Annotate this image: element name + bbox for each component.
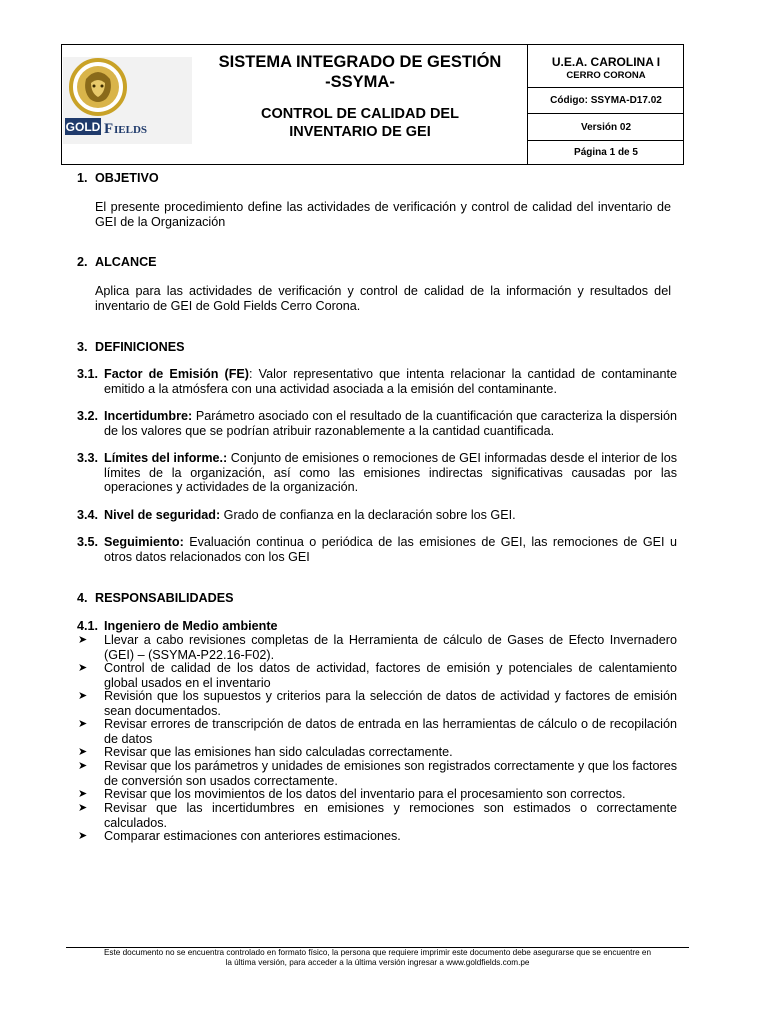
definition-number: 3.4. bbox=[77, 508, 99, 522]
list-item: Comparar estimaciones con anteriores estimaciones. bbox=[104, 829, 401, 843]
definition-factor-emision bbox=[104, 367, 677, 396]
document-header bbox=[61, 44, 684, 165]
document-code: Código: SSYMA-D17.02 bbox=[528, 88, 684, 114]
section-body-alcance: Aplica para las actividades de verificación y control de calidad de la información y resultados del inventario de GEI de Gold Fields Cerro Corona. bbox=[95, 284, 671, 313]
definition-number: 3.1. bbox=[77, 367, 99, 381]
gold-fields-logo bbox=[63, 57, 192, 144]
document-title bbox=[193, 105, 527, 141]
definition-text: Parámetro asociado con el resultado de la cuantificación que caracteriza la dispersión de los valores que se podrían atribuir razonablemente a la cantidad cuantificada. bbox=[104, 409, 677, 438]
arrow-bullet-icon: ➤ bbox=[78, 802, 88, 814]
definition-term: Límites del informe.: bbox=[104, 451, 228, 465]
list-item: Revisar que las incertidumbres en emisiones y remociones son estimados o correctamente calculados. bbox=[104, 801, 677, 830]
system-title-line1: SISTEMA INTEGRADO DE GESTIÓN bbox=[218, 53, 502, 71]
document-title-line1: CONTROL DE CALIDAD DEL bbox=[261, 106, 459, 122]
definition-limites bbox=[104, 451, 677, 495]
arrow-bullet-icon: ➤ bbox=[78, 760, 88, 772]
section-number: 3. bbox=[77, 340, 88, 354]
definition-text: Evaluación continua o periódica de las emisiones de GEI, las remociones de GEI u otros datos relacionados con los GEI bbox=[104, 535, 677, 564]
unit-cell bbox=[528, 45, 684, 88]
arrow-bullet-icon: ➤ bbox=[78, 746, 88, 758]
page-number: Página 1 de 5 bbox=[574, 147, 638, 158]
footer-note-line2: la última versión, para acceder a la última versión ingresar a www.goldfields.com.pe bbox=[225, 958, 530, 967]
unit-name: U.E.A. CAROLINA I bbox=[551, 55, 661, 69]
section-number: 1. bbox=[77, 171, 88, 185]
definition-term: Incertidumbre: bbox=[104, 409, 193, 423]
arrow-bullet-icon: ➤ bbox=[78, 718, 88, 730]
definition-term: Seguimiento: bbox=[104, 535, 184, 549]
definition-number: 3.3. bbox=[77, 451, 99, 465]
definition-text: Valor representativo que intenta relacionar la cantidad de contaminante emitido a la atmósfera con una actividad asociada a la emisión del contaminante. bbox=[104, 367, 678, 396]
definition-term: Factor de Emisión (FE) bbox=[104, 367, 250, 381]
svg-text:IELDS: IELDS bbox=[114, 124, 148, 136]
system-title-line2: -SSYMA- bbox=[325, 73, 395, 91]
definition-nivel-seguridad bbox=[104, 508, 677, 523]
footer-note bbox=[66, 948, 689, 968]
section-title-alcance: ALCANCE bbox=[95, 255, 157, 269]
site-name: CERRO CORONA bbox=[566, 70, 646, 81]
list-item: Revisar que las emisiones han sido calculadas correctamente. bbox=[104, 745, 453, 759]
arrow-bullet-icon: ➤ bbox=[78, 830, 88, 842]
list-item: Revisar errores de transcripción de datos de entrada en las herramientas de cálculo o de recopilación de datos bbox=[104, 717, 677, 746]
definition-term: Nivel de seguridad: bbox=[104, 508, 221, 522]
list-item: Llevar a cabo revisiones completas de la Herramienta de cálculo de Gases de Efecto Invernadero (GEI) – (SSYMA-P22.16-F02). bbox=[104, 633, 677, 662]
arrow-bullet-icon: ➤ bbox=[78, 634, 88, 646]
definition-incertidumbre bbox=[104, 409, 677, 438]
svg-text:GOLD: GOLD bbox=[65, 120, 101, 134]
logo-cell bbox=[62, 45, 193, 164]
section-title-definiciones: DEFINICIONES bbox=[95, 340, 185, 354]
definition-text: Grado de confianza en la declaración sobre los GEI. bbox=[220, 508, 516, 522]
svg-text:F: F bbox=[104, 121, 114, 137]
lion-emblem-icon bbox=[63, 57, 192, 144]
definition-number: 3.2. bbox=[77, 409, 99, 423]
list-item: Revisión que los supuestos y criterios para la selección de datos de actividad y factores de emisión sean documentados. bbox=[104, 689, 677, 718]
list-item: Revisar que los movimientos de los datos del inventario para el procesamiento son correctos. bbox=[104, 787, 626, 801]
footer-note-line1: Este documento no se encuentra controlado en formato físico, la persona que requiere imprimir este documento debe asegurarse que se encuentre en bbox=[103, 948, 652, 957]
arrow-bullet-icon: ➤ bbox=[78, 788, 88, 800]
arrow-bullet-icon: ➤ bbox=[78, 662, 88, 674]
document-version: Versión 02 bbox=[528, 114, 684, 141]
subsection-title: Ingeniero de Medio ambiente bbox=[104, 619, 278, 633]
list-item: Revisar que los parámetros y unidades de emisiones son registrados correctamente y que los factores de conversión son usados correctamente. bbox=[104, 759, 677, 788]
definition-seguimiento bbox=[104, 535, 677, 564]
section-body-objetivo: El presente procedimiento define las actividades de verificación y control de calidad del inventario de GEI de la Organización bbox=[95, 200, 671, 229]
definition-text: Conjunto de emisiones o remociones de GEI informadas desde el interior de los límites de la organización, así como las emisiones indirectas significativas causadas por las operaciones y actividades de la organización. bbox=[104, 451, 677, 494]
section-title-objetivo: OBJETIVO bbox=[95, 171, 159, 185]
definition-number: 3.5. bbox=[77, 535, 99, 549]
system-title bbox=[193, 52, 527, 92]
list-item: Control de calidad de los datos de actividad, factores de emisión y potenciales de calentamiento global usados en el inventario bbox=[104, 661, 677, 690]
arrow-bullet-icon: ➤ bbox=[78, 690, 88, 702]
section-number: 2. bbox=[77, 255, 88, 269]
section-title-responsabilidades: RESPONSABILIDADES bbox=[95, 591, 234, 605]
subsection-number: 4.1. bbox=[77, 619, 99, 633]
header-meta bbox=[527, 45, 684, 164]
document-title-line2: INVENTARIO DE GEI bbox=[289, 124, 431, 140]
definition-separator: : bbox=[249, 367, 253, 381]
section-number: 4. bbox=[77, 591, 88, 605]
header-title-cell bbox=[193, 45, 527, 164]
